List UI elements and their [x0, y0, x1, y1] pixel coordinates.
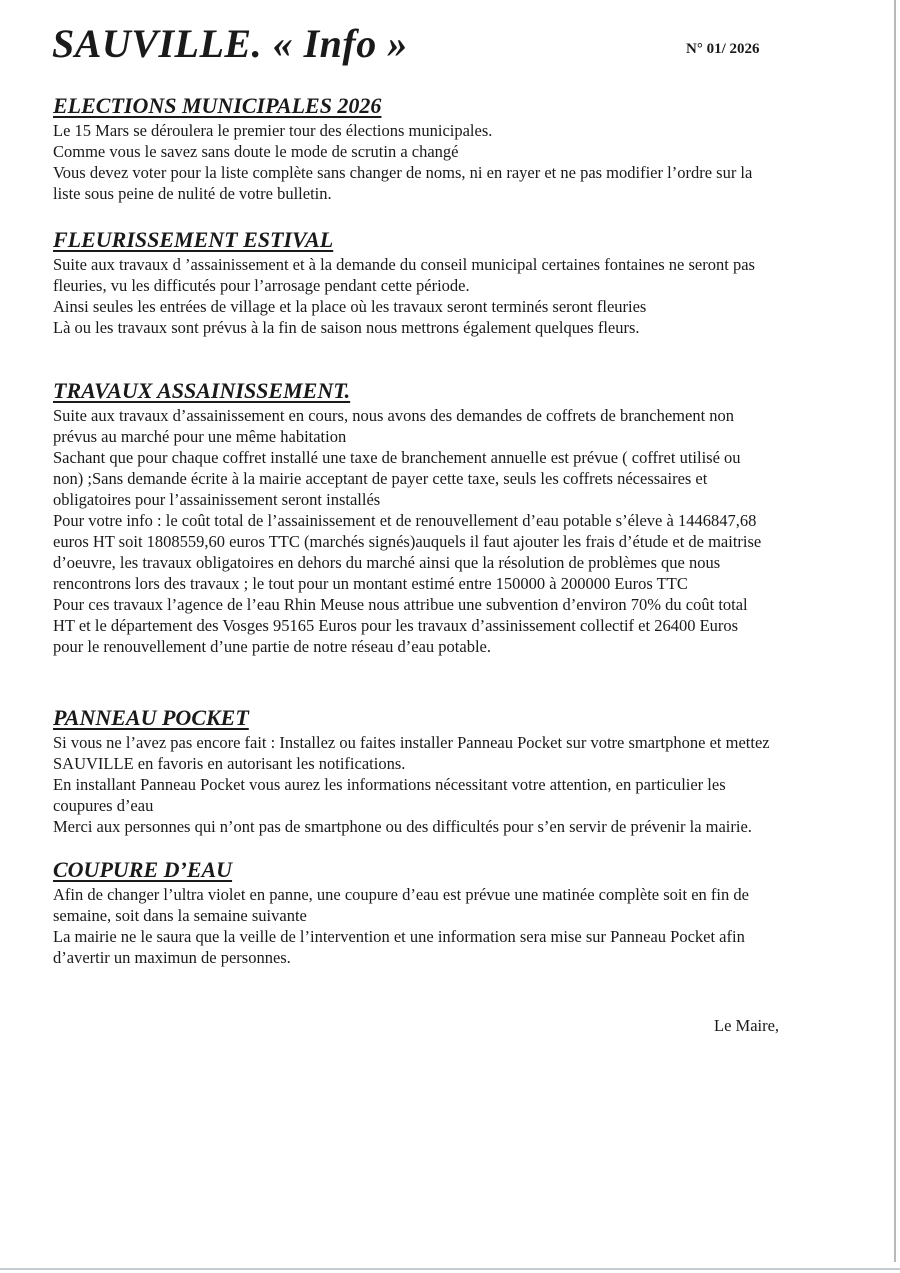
text-line: coupures d’eau — [53, 796, 154, 815]
text-line: Sachant que pour chaque coffret installé une taxe de branchement annuelle est prévue ( coffret utilisé ou — [53, 448, 741, 467]
text-line: d’oeuvre, les travaux obligatoires en dehors du marché ainsi que la résolution de problèmes que nous — [53, 553, 721, 572]
text-line: SAUVILLE en favoris en autorisant les notifications. — [53, 754, 406, 773]
scan-edge-divider — [894, 0, 896, 1262]
text-line: Le 15 Mars se déroulera le premier tour des élections municipales. — [53, 121, 493, 140]
text-line: En installant Panneau Pocket vous aurez les informations nécessitant votre attention, en particulier les — [53, 775, 726, 794]
text-line: HT et le département des Vosges 95165 Euros pour les travaux d’assinissement collectif et 26400 Euros — [53, 616, 739, 635]
section-fleurissement — [53, 226, 853, 338]
section-panneau-pocket — [53, 704, 853, 837]
text-line: Pour ces travaux l’agence de l’eau Rhin Meuse nous attribue une subvention d’environ 70% du coût total — [53, 595, 748, 614]
text-line: semaine, soit dans la semaine suivante — [53, 906, 307, 925]
text-line: Là ou les travaux sont prévus à la fin de saison nous mettrons également quelques fleurs. — [53, 318, 640, 337]
text-line: non) ;Sans demande écrite à la mairie acceptant de payer cette taxe, seuls les coffrets nécessaires et — [53, 469, 708, 488]
section-heading: COUPURE D’EAU — [53, 857, 233, 882]
text-line: Pour votre info : le coût total de l’assainissement et de renouvellement d’eau potable s’éleve à 1446847,68 — [53, 511, 757, 530]
section-elections — [53, 92, 853, 204]
issue-number: N° 01/ 2026 — [686, 41, 760, 57]
text-line: fleuries, vu les difficutés pour l’arrosage pendant cette période. — [53, 276, 470, 295]
newsletter-title: SAUVILLE. « Info » — [52, 21, 408, 66]
section-heading: TRAVAUX ASSAINISSEMENT. — [53, 378, 351, 403]
section-coupure-eau — [53, 856, 853, 968]
text-line: d’avertir un maximun de personnes. — [53, 948, 291, 967]
text-line: liste sous peine de nulité de votre bulletin. — [53, 184, 332, 203]
signature: Le Maire, — [714, 1016, 780, 1035]
text-line: Si vous ne l’avez pas encore fait : Installez ou faites installer Panneau Pocket sur votre smartphone et mettez — [53, 733, 770, 752]
text-line: Suite aux travaux d ’assainissement et à la demande du conseil municipal certaines fontaines ne seront pas — [53, 255, 755, 274]
text-line: pour le renouvellement d’une partie de notre réseau d’eau potable. — [53, 637, 491, 656]
text-line: La mairie ne le saura que la veille de l’intervention et une information sera mise sur Panneau Pocket afin — [53, 927, 745, 946]
text-line: Vous devez voter pour la liste complète sans changer de noms, ni en rayer et ne pas modifier l’ordre sur la — [53, 163, 753, 182]
text-line: Suite aux travaux d’assainissement en cours, nous avons des demandes de coffrets de branchement non — [53, 406, 735, 425]
text-line: Ainsi seules les entrées de village et la place où les travaux seront terminés seront fleuries — [53, 297, 647, 316]
text-line: obligatoires pour l’assainissement seront installés — [53, 490, 381, 509]
section-heading: ELECTIONS MUNICIPALES 2026 — [53, 93, 382, 118]
section-heading: PANNEAU POCKET — [53, 705, 249, 730]
section-travaux — [53, 377, 853, 657]
text-line: Merci aux personnes qui n’ont pas de smartphone ou des difficultés pour s’en servir de prévenir la mairie. — [53, 817, 752, 836]
text-line: prévus au marché pour une même habitation — [53, 427, 347, 446]
text-line: Afin de changer l’ultra violet en panne, une coupure d’eau est prévue une matinée complète soit en fin de — [53, 885, 749, 904]
text-line: rencontrons lors des travaux ; le tout pour un montant estimé entre 150000 à 200000 Euros TTC — [53, 574, 688, 593]
section-heading: FLEURISSEMENT ESTIVAL — [53, 227, 334, 252]
text-line: Comme vous le savez sans doute le mode de scrutin a changé — [53, 142, 459, 161]
text-line: euros HT soit 1808559,60 euros TTC (marchés signés)auquels il faut ajouter les frais d’étude et de maitrise — [53, 532, 762, 551]
scan-bottom-divider — [0, 1268, 900, 1270]
